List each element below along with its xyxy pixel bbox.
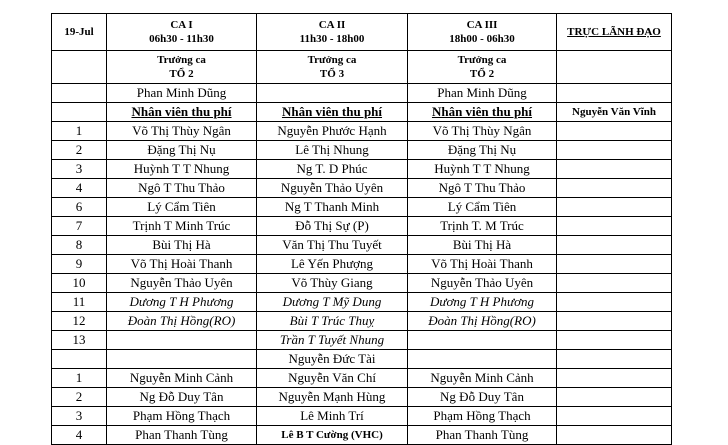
shift-2-header — [257, 14, 408, 51]
staff-row — [52, 160, 672, 179]
row-number: 11 — [52, 293, 107, 312]
leader-cell — [557, 331, 672, 350]
shift-3-guard: Nguyễn Minh Cảnh — [408, 369, 557, 388]
shift-1-guard: Ng Đỗ Duy Tân — [107, 388, 257, 407]
row-number: 1 — [52, 369, 107, 388]
leader-cell — [557, 236, 672, 255]
staff-row — [52, 198, 672, 217]
header-row — [52, 14, 672, 51]
guard-row — [52, 407, 672, 426]
shift-2-guard: Lê Minh Trí — [257, 407, 408, 426]
shift-1-staff: Đoàn Thị Hồng(RO) — [107, 312, 257, 331]
leader-duty-header: TRỰC LÃNH ĐẠO — [557, 14, 672, 51]
shift-3-staff — [408, 331, 557, 350]
leader-cell — [557, 312, 672, 331]
row-number: 13 — [52, 331, 107, 350]
shift-2-staff: Dương T Mỹ Dung — [257, 293, 408, 312]
row-number: 9 — [52, 255, 107, 274]
shift-3-guard: Phạm Hồng Thạch — [408, 407, 557, 426]
row-number — [52, 350, 107, 369]
leader-cell — [557, 160, 672, 179]
shift-2-staff: Đỗ Thị Sự (P) — [257, 217, 408, 236]
shift-1-name: CA I — [170, 19, 193, 31]
shift-3-staff: Đặng Thị Nụ — [408, 141, 557, 160]
shift-1-staff: Dương T H Phương — [107, 293, 257, 312]
staff-row — [52, 217, 672, 236]
shift-1-staff: Huỳnh T T Nhung — [107, 160, 257, 179]
shift-3-lead: Phan Minh Dũng — [408, 84, 557, 103]
leader-cell — [557, 141, 672, 160]
leader-cell — [557, 293, 672, 312]
guard-row — [52, 369, 672, 388]
shift-3-staff: Đoàn Thị Hồng(RO) — [408, 312, 557, 331]
row-number: 6 — [52, 198, 107, 217]
leader-name: Nguyễn Văn Vĩnh — [557, 103, 672, 122]
shift-3-staff: Ngô T Thu Thảo — [408, 179, 557, 198]
shift-2-staff: Nguyễn Đức Tài — [257, 350, 408, 369]
leader-cell — [557, 350, 672, 369]
staff-row — [52, 312, 672, 331]
leader-cell — [557, 217, 672, 236]
shift-3-staff: Nguyễn Thảo Uyên — [408, 274, 557, 293]
row-number: 7 — [52, 217, 107, 236]
shift-2-team-name: TỔ 3 — [319, 68, 345, 80]
shift-1-staff: Nguyễn Thảo Uyên — [107, 274, 257, 293]
shift-2-staff: Nguyễn Thảo Uyên — [257, 179, 408, 198]
shift-2-name: CA II — [318, 19, 346, 31]
shift-2-guard: Nguyễn Mạnh Hùng — [257, 388, 408, 407]
shift-2-staff: Văn Thị Thu Tuyết — [257, 236, 408, 255]
shift-3-staff: Bùi Thị Hà — [408, 236, 557, 255]
shift-3-staff: Trịnh T. M Trúc — [408, 217, 557, 236]
row-number: 3 — [52, 407, 107, 426]
shift-1-time: 06h30 - 11h30 — [149, 33, 214, 45]
team-row — [52, 51, 672, 84]
row-number: 10 — [52, 274, 107, 293]
shift-2-staff: Lê Thị Nhung — [257, 141, 408, 160]
row-number: 8 — [52, 236, 107, 255]
shift-2-staff: Trần T Tuyết Nhung — [257, 331, 408, 350]
leader-cell — [557, 255, 672, 274]
shift-3-staff — [408, 350, 557, 369]
leader-cell — [557, 388, 672, 407]
shift-2-time: 11h30 - 18h00 — [299, 33, 365, 45]
leader-cell — [557, 407, 672, 426]
row-number: 2 — [52, 141, 107, 160]
shift-1-header — [107, 14, 257, 51]
lead-row-leader-blank — [557, 84, 672, 103]
leader-cell — [557, 426, 672, 445]
shift-3-time: 18h00 - 06h30 — [449, 33, 515, 45]
spacer-row — [52, 350, 672, 369]
shift-3-header — [408, 14, 557, 51]
shift-1-team-name: TỔ 2 — [169, 68, 194, 80]
shift-3-staff-label: Nhân viên thu phí — [408, 103, 557, 122]
shift-2-staff-label: Nhân viên thu phí — [257, 103, 408, 122]
shift-lead-row — [52, 84, 672, 103]
leader-cell — [557, 198, 672, 217]
shift-1-staff — [107, 331, 257, 350]
shift-3-staff: Huỳnh T T Nhung — [408, 160, 557, 179]
shift-2-staff: Nguyễn Phước Hạnh — [257, 122, 408, 141]
staff-header-row — [52, 103, 672, 122]
shift-1-staff: Bùi Thị Hà — [107, 236, 257, 255]
shift-1-team-title: Trưởng ca — [157, 54, 206, 66]
shift-3-staff: Võ Thị Thùy Ngân — [408, 122, 557, 141]
shift-2-lead — [257, 84, 408, 103]
shift-3-team-title: Trưởng ca — [457, 54, 507, 66]
shift-3-staff: Lý Cẩm Tiên — [408, 198, 557, 217]
guard-row — [52, 426, 672, 445]
row-number: 4 — [52, 426, 107, 445]
shift-2-team-title: Trưởng ca — [307, 54, 357, 66]
staff-row — [52, 255, 672, 274]
shift-3-team — [408, 51, 557, 84]
shift-1-staff: Lý Cẩm Tiên — [107, 198, 257, 217]
staff-row — [52, 331, 672, 350]
staff-header-blank — [52, 103, 107, 122]
shift-1-team — [107, 51, 257, 84]
shift-1-staff: Võ Thị Hoài Thanh — [107, 255, 257, 274]
row-number: 2 — [52, 388, 107, 407]
row-number: 1 — [52, 122, 107, 141]
staff-row — [52, 179, 672, 198]
shift-3-name: CA III — [466, 19, 498, 31]
shift-3-staff: Dương T H Phương — [408, 293, 557, 312]
shift-2-team — [257, 51, 408, 84]
shift-3-team-name: TỔ 2 — [469, 68, 495, 80]
leader-cell — [557, 274, 672, 293]
staff-row — [52, 141, 672, 160]
date-cell: 19-Jul — [52, 14, 107, 51]
staff-row — [52, 122, 672, 141]
staff-row — [52, 293, 672, 312]
shift-2-guard: Lê B T Cường (VHC) — [257, 426, 408, 445]
shift-1-staff — [107, 350, 257, 369]
leader-cell — [557, 369, 672, 388]
shift-1-guard: Phan Thanh Tùng — [107, 426, 257, 445]
shift-2-staff: Ng T. D Phúc — [257, 160, 408, 179]
row-number: 4 — [52, 179, 107, 198]
leader-cell — [557, 122, 672, 141]
shift-2-staff: Bùi T Trúc Thuỵ — [257, 312, 408, 331]
shift-2-staff: Lê Yến Phượng — [257, 255, 408, 274]
shift-1-guard: Phạm Hồng Thạch — [107, 407, 257, 426]
shift-2-guard: Nguyễn Văn Chí — [257, 369, 408, 388]
shift-3-guard: Ng Đỗ Duy Tân — [408, 388, 557, 407]
shift-3-staff: Võ Thị Hoài Thanh — [408, 255, 557, 274]
team-row-blank — [52, 51, 107, 84]
shift-1-staff: Ngô T Thu Thảo — [107, 179, 257, 198]
shift-1-staff-label: Nhân viên thu phí — [107, 103, 257, 122]
lead-row-blank — [52, 84, 107, 103]
staff-row — [52, 236, 672, 255]
leader-cell — [557, 179, 672, 198]
staff-row — [52, 274, 672, 293]
shift-2-staff: Ng T Thanh Minh — [257, 198, 408, 217]
shift-1-lead: Phan Minh Dũng — [107, 84, 257, 103]
shift-1-staff: Võ Thị Thùy Ngân — [107, 122, 257, 141]
shift-1-staff: Đặng Thị Nụ — [107, 141, 257, 160]
guard-row — [52, 388, 672, 407]
row-number: 12 — [52, 312, 107, 331]
shift-1-staff: Trịnh T Minh Trúc — [107, 217, 257, 236]
shift-1-guard: Nguyễn Minh Cảnh — [107, 369, 257, 388]
shift-3-guard: Phan Thanh Tùng — [408, 426, 557, 445]
team-row-leader-blank — [557, 51, 672, 84]
shift-2-staff: Võ Thùy Giang — [257, 274, 408, 293]
row-number: 3 — [52, 160, 107, 179]
shift-roster-table — [51, 13, 672, 445]
